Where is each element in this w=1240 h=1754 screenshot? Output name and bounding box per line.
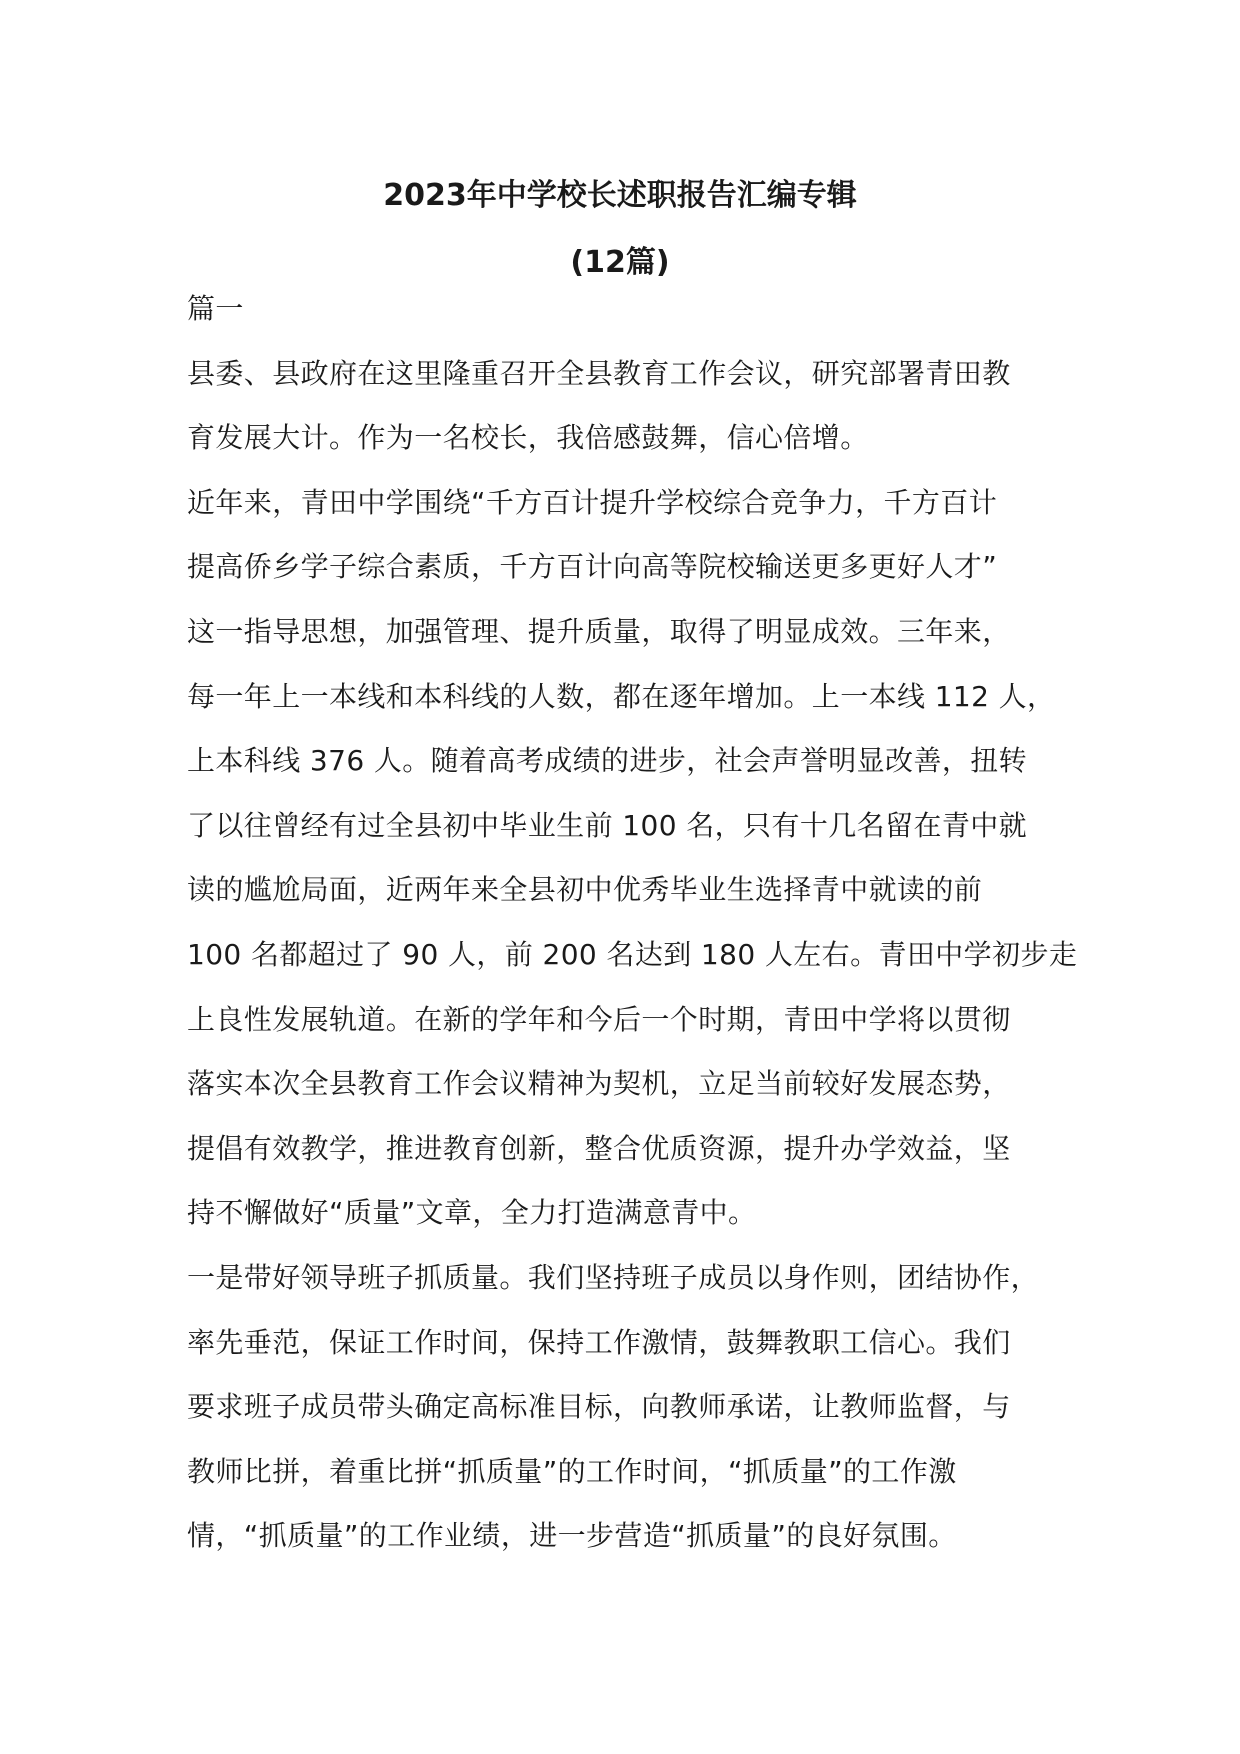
body-line: 要求班子成员带头确定高标准目标，向教师承诺，让教师监督，与 xyxy=(187,1390,1011,1424)
body-line: 县委、县政府在这里隆重召开全县教育工作会议，研究部署青田教 xyxy=(187,356,1011,390)
body-line: 读的尴尬局面，近两年来全县初中优秀毕业生选择青中就读的前 xyxy=(187,873,983,907)
body-line: 率先垂范，保证工作时间，保持工作激情，鼓舞教职工信心。我们 xyxy=(187,1325,1011,1359)
body-line: 育发展大计。作为一名校长，我倍感鼓舞，信心倍增。 xyxy=(187,421,869,455)
body-line: 落实本次全县教育工作会议精神为契机，立足当前较好发展态势， xyxy=(187,1067,1011,1101)
document-subtitle: (12篇) xyxy=(570,245,670,280)
body-line: 教师比拼，着重比拼“抓质量”的工作时间，“抓质量”的工作激 xyxy=(187,1454,957,1488)
body-line: 了以往曾经有过全县初中毕业生前 100 名，只有十几名留在青中就 xyxy=(187,808,1028,842)
body-line: 提高侨乡学子综合素质，千方百计向高等院校输送更多更好人才” xyxy=(187,550,998,584)
section-heading: 篇一 xyxy=(187,292,244,325)
body-line: 持不懈做好“质量”文章，全力打造满意青中。 xyxy=(187,1196,757,1230)
body-line: 上良性发展轨道。在新的学年和今后一个时期，青田中学将以贯彻 xyxy=(187,1002,1011,1036)
body-line: 上本科线 376 人。随着高考成绩的进步，社会声誉明显改善，扭转 xyxy=(187,744,1028,778)
body-line: 100 名都超过了 90 人，前 200 名达到 180 人左右。青田中学初步走 xyxy=(187,937,1078,971)
body-line: 情，“抓质量”的工作业绩，进一步营造“抓质量”的良好氛围。 xyxy=(187,1519,957,1553)
body-line: 一是带好领导班子抓质量。我们坚持班子成员以身作则，团结协作， xyxy=(187,1260,1040,1294)
body-line: 这一指导思想，加强管理、提升质量，取得了明显成效。三年来， xyxy=(187,614,1011,648)
body-line: 近年来，青田中学围绕“千方百计提升学校综合竞争力，千方百计 xyxy=(187,485,998,519)
document-title: 2023年中学校长述职报告汇编专辑 xyxy=(383,178,857,213)
body-line: 每一年上一本线和本科线的人数，都在逐年增加。上一本线 112 人， xyxy=(187,679,1056,713)
document-body xyxy=(187,277,1087,1569)
body-line: 提倡有效教学，推进教育创新，整合优质资源，提升办学效益，坚 xyxy=(187,1131,1011,1165)
